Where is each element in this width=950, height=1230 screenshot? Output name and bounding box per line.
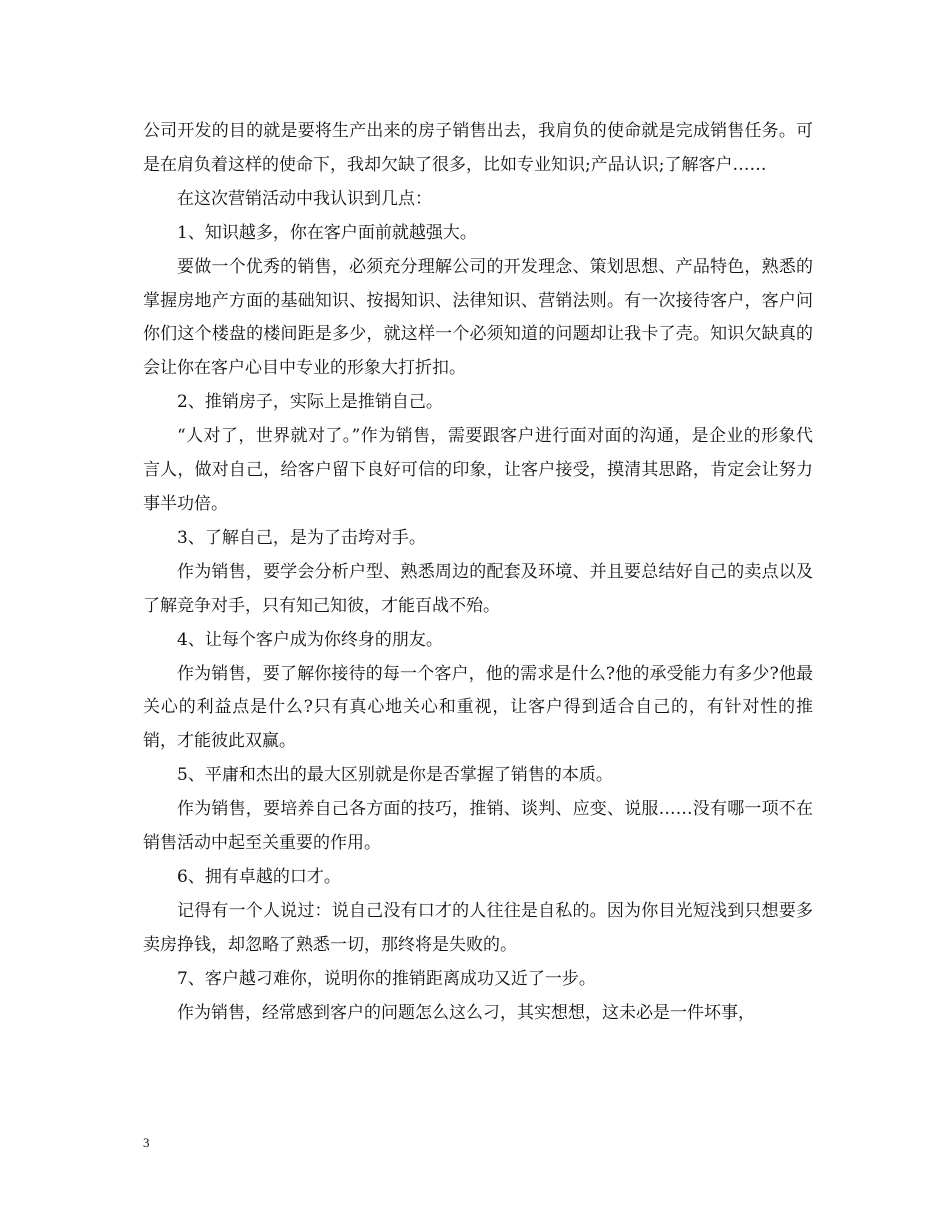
paragraph: “人对了，世界就对了。”作为销售，需要跟客户进行面对面的沟通，是企业的形象代言人，做对自己，给客户留下良好可信的印象，让客户接受，摸清其思路，肯定会让努力事半功倍。 xyxy=(143,426,813,514)
paragraph: 记得有一个人说过：说自己没有口才的人往往是自私的。因为你目光短浅到只想要多卖房挣钱，却忽略了熟悉一切，那终将是失败的。 xyxy=(143,900,813,955)
numbered-heading: 2、推销房子，实际上是推销自己。 xyxy=(177,392,443,413)
paragraph: 要做一个优秀的销售，必须充分理解公司的开发理念、策划思想、产品特色，熟悉的掌握房地产方面的基础知识、按揭知识、法律知识、营销法则。有一次接待客户，客户问你们这个楼盘的楼间距是多少，就这样一个必须知道的问题却让我卡了壳。知识欠缺真的会让你在客户心目中专业的形象大打折扣。 xyxy=(143,256,813,379)
numbered-heading: 6、拥有卓越的口才。 xyxy=(177,866,341,887)
paragraph: 作为销售，要培养自己各方面的技巧，推销、谈判、应变、说服……没有哪一项不在销售活动中起至关重要的作用。 xyxy=(143,799,813,854)
numbered-heading: 1、知识越多，你在客户面前就越强大。 xyxy=(177,222,477,243)
page-number: 3 xyxy=(143,1135,150,1150)
paragraph: 公司开发的目的就是要将生产出来的房子销售出去，我肩负的使命就是完成销售任务。可是在肩负着这样的使命下，我却欠缺了很多，比如专业知识;产品认识;了解客户…… xyxy=(143,121,813,175)
paragraph: 作为销售，要学会分析户型、熟悉周边的配套及环境、并且要总结好自己的卖点以及了解竞争对手，只有知己知彼，才能百战不殆。 xyxy=(143,561,813,616)
paragraph: 作为销售，要了解你接待的每一个客户，他的需求是什么?他的承受能力有多少?他最关心的利益点是什么?只有真心地关心和重视，让客户得到适合自己的，有针对性的推销，才能彼此双赢。 xyxy=(143,663,813,752)
numbered-heading: 3、了解自己，是为了击垮对手。 xyxy=(177,527,426,548)
numbered-heading: 4、让每个客户成为你终身的朋友。 xyxy=(177,629,443,650)
numbered-heading: 7、客户越刁难你，说明你的推销距离成功又近了一步。 xyxy=(177,968,596,989)
numbered-heading: 5、平庸和杰出的最大区别就是你是否掌握了销售的本质。 xyxy=(177,765,613,786)
document-body xyxy=(143,115,813,1030)
paragraph: 作为销售，经常感到客户的问题怎么这么刁，其实想想，这未必是一件坏事， xyxy=(177,1002,755,1023)
paragraph: 在这次营销活动中我认识到几点： xyxy=(177,188,432,209)
